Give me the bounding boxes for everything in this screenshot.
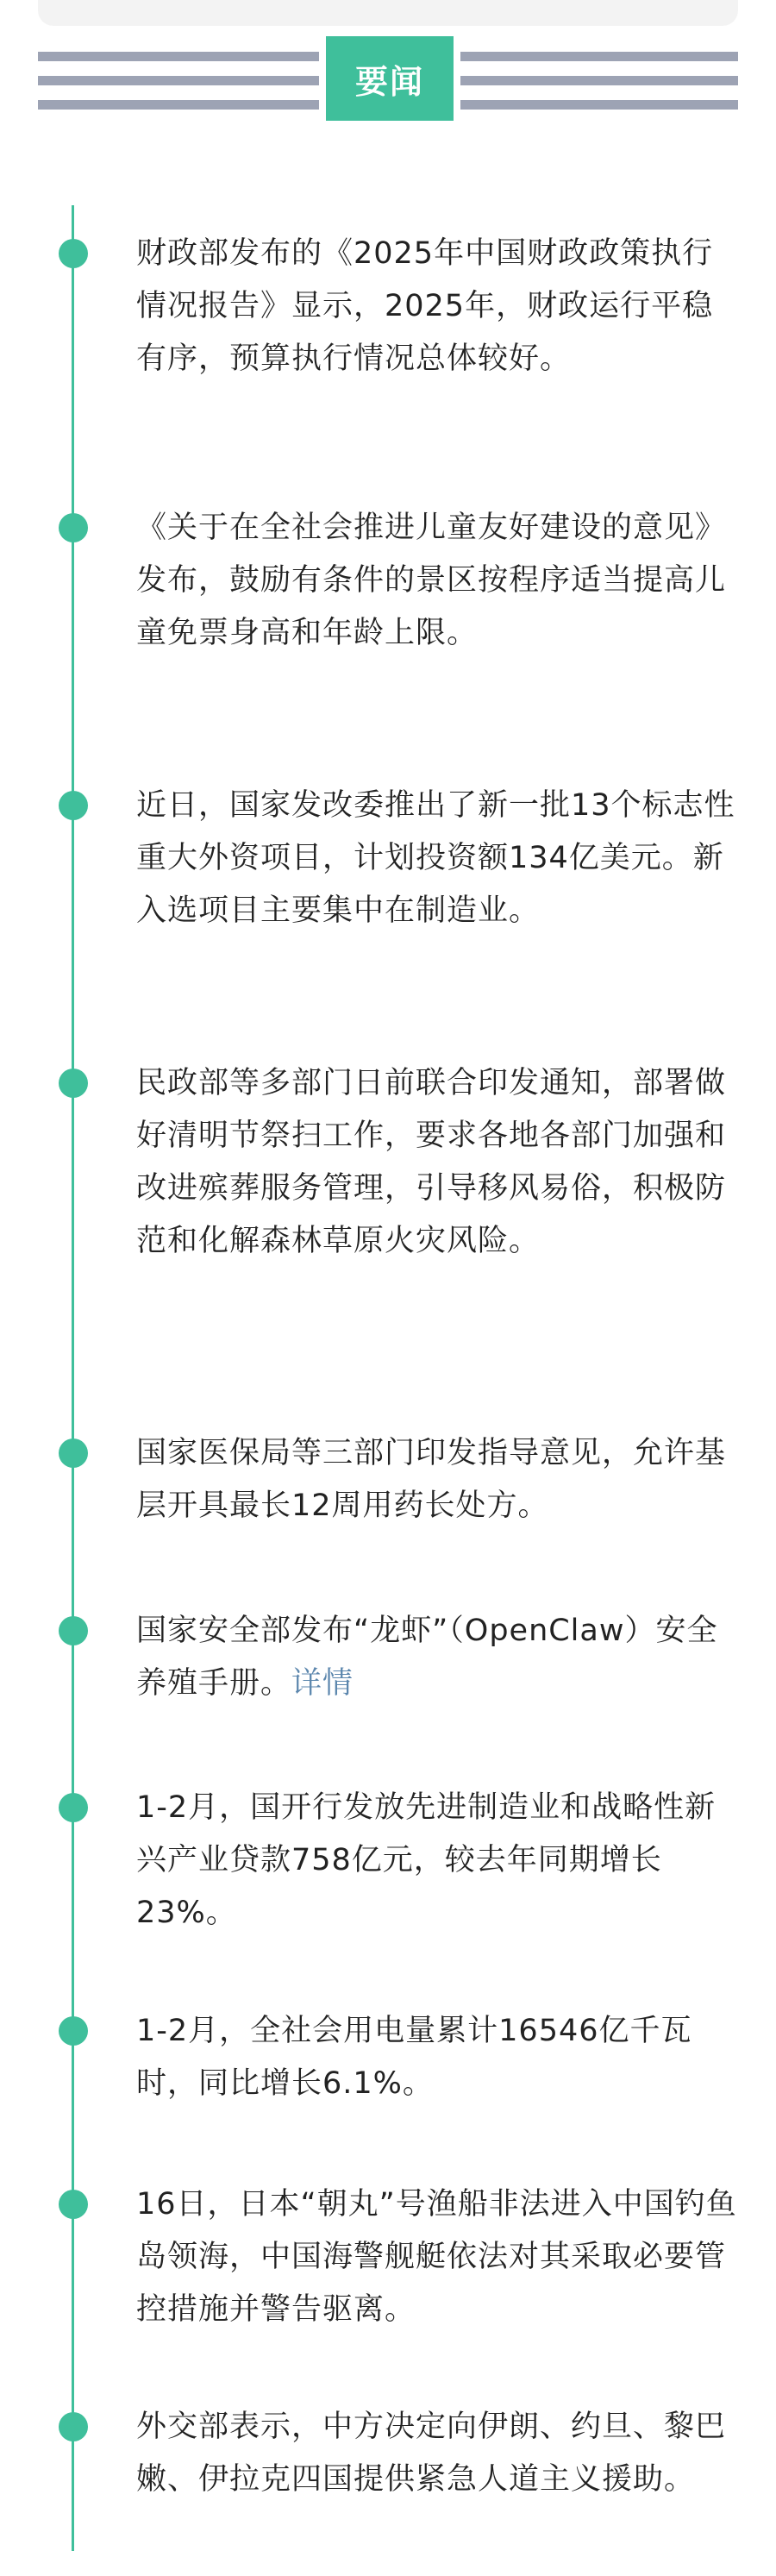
top-card-remnant [38, 0, 738, 26]
timeline-dot [59, 1069, 88, 1098]
news-text: 近日，国家发改委推出了新一批13个标志性重大外资项目，计划投资额134亿美元。新入选项目主要集中在制造业。 [136, 788, 735, 928]
timeline-dot [59, 1438, 88, 1468]
news-text: 外交部表示，中方决定向伊朗、约旦、黎巴嫩、伊拉克四国提供紧急人道主义援助。 [136, 2410, 727, 2497]
section-title: 要闻 [326, 36, 454, 121]
timeline-dot [59, 2190, 88, 2219]
timeline-dot [59, 1793, 88, 1822]
news-text: 财政部发布的《2025年中国财政政策执行情况报告》显示，2025年，财政运行平稳有序，预算执行情况总体较好。 [136, 236, 714, 376]
news-text: 国家医保局等三部门印发指导意见，允许基层开具最长12周用药长处方。 [136, 1436, 727, 1523]
timeline-dot [59, 2412, 88, 2441]
detail-link[interactable]: 详情 [291, 1666, 354, 1701]
news-text: 民政部等多部门日前联合印发通知，部署做好清明节祭扫工作，要求各地各部门加强和改进殡葬服务管理，引导移风易俗，积极防范和化解森林草原火灾风险。 [136, 1066, 727, 1258]
news-text: 16日，日本“朝丸”号渔船非法进入中国钓鱼岛领海，中国海警舰艇依法对其采取必要管控措施并警告驱离。 [136, 2187, 737, 2327]
news-text: 1-2月，全社会用电量累计16546亿千瓦时，同比增长6.1%。 [136, 2014, 692, 2101]
news-text: 《关于在全社会推进儿童友好建设的意见》发布，鼓励有条件的景区按程序适当提高儿童免票身高和年龄上限。 [136, 511, 727, 650]
timeline-dot [59, 513, 88, 542]
news-timeline [0, 205, 776, 2551]
news-text-body: 国家安全部发布“龙虾”（OpenClaw）安全养殖手册。 [136, 1614, 718, 1701]
news-text: 1-2月，国开行发放先进制造业和战略性新兴产业贷款758亿元，较去年同期增长23%。 [136, 1790, 717, 1930]
timeline-dot [59, 791, 88, 820]
news-text [136, 1605, 740, 1710]
timeline-dot [59, 1616, 88, 1645]
section-header [38, 47, 738, 121]
timeline-dot [59, 239, 88, 268]
timeline-dot [59, 2016, 88, 2046]
header-badge [319, 36, 460, 129]
